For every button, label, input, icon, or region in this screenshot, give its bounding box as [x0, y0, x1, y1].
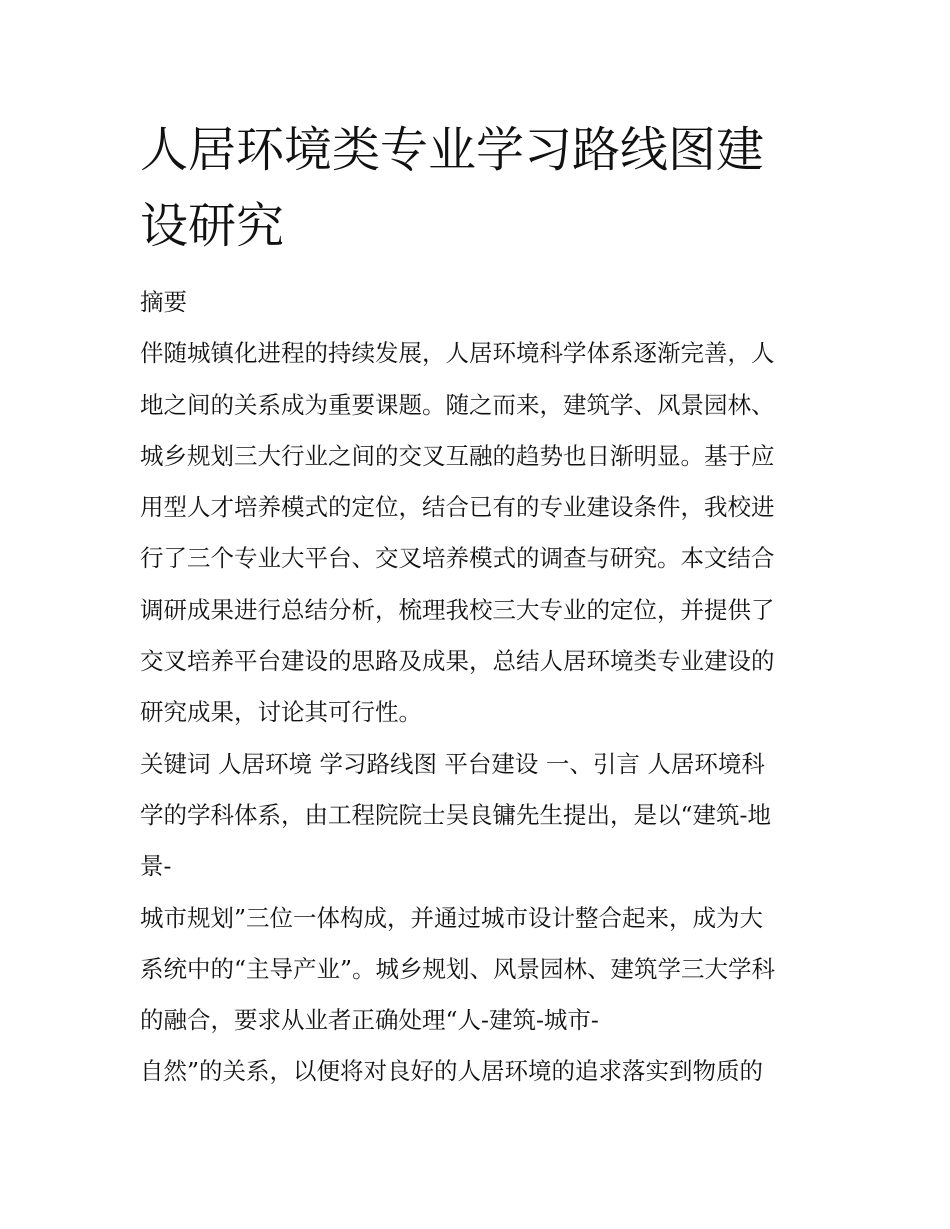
text-line: 学的学科体系，由工程院院士吴良镛先生提出，是以“建筑-地: [140, 800, 771, 829]
text-line: 城市规划”三位一体构成，并通过城市设计整合起来，成为大: [140, 903, 764, 932]
text-line: 行了三个专业大平台、交叉培养模式的调查与研究。本文结合: [140, 544, 775, 573]
text-line: 地之间的关系成为重要课题。随之而来，建筑学、风景园林、: [140, 390, 775, 419]
text-line: 调研成果进行总结分析，梳理我校三大专业的定位，并提供了: [140, 595, 775, 624]
document-title: [140, 112, 820, 264]
title-line-1: 人居环境类专业学习路线图建: [140, 122, 765, 178]
text-line: 系统中的“主导产业”。城乡规划、风景园林、建筑学三大学科: [140, 954, 776, 983]
text-line: 景-: [140, 852, 172, 881]
text-line: 伴随城镇化进程的持续发展，人居环境科学体系逐渐完善，人: [140, 339, 775, 368]
text-line: 用型人才培养模式的定位，结合已有的专业建设条件，我校进: [140, 493, 775, 522]
keywords-line: 关键词 人居环境 学习路线图 平台建设 一、引言 人居环境科: [140, 749, 765, 778]
abstract-heading: 摘要: [140, 288, 187, 316]
text-line: 自然”的关系，以便将对良好的人居环境的追求落实到物质的: [140, 1057, 764, 1086]
title-line-2: 设研究: [140, 198, 285, 254]
document-body: [140, 280, 820, 1101]
text-line: 交叉培养平台建设的思路及成果，总结人居环境类专业建设的: [140, 647, 775, 676]
text-line: 研究成果，讨论其可行性。: [140, 698, 422, 727]
text-line: 城乡规划三大行业之间的交叉互融的趋势也日渐明显。基于应: [140, 441, 775, 470]
text-line: 的融合，要求从业者正确处理“人-建筑-城市-: [140, 1006, 599, 1035]
